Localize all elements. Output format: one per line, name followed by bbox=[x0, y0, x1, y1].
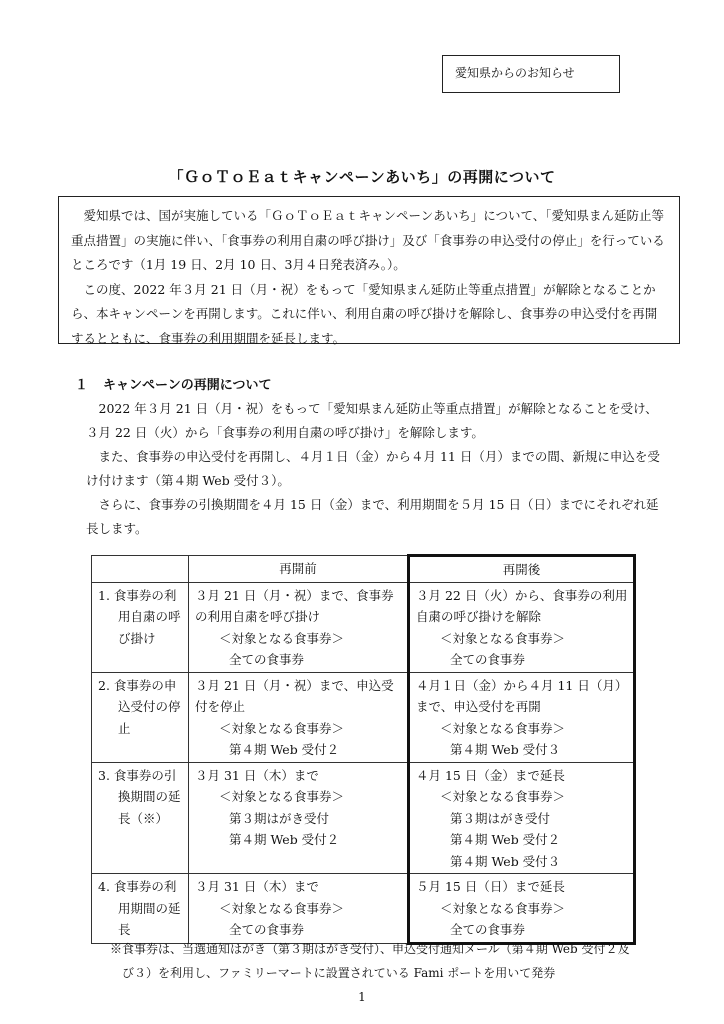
table-row bbox=[92, 762, 635, 874]
row-label: 1. 食事券の利用自粛の呼び掛け bbox=[92, 582, 189, 672]
row-label: 2. 食事券の申込受付の停止 bbox=[92, 672, 189, 762]
footnote bbox=[110, 937, 670, 985]
table-row bbox=[92, 672, 635, 762]
document-title: 「ＧｏＴｏＥａｔキャンペーンあいち」の再開について bbox=[168, 168, 556, 186]
summary-box bbox=[58, 196, 680, 344]
comparison-table bbox=[91, 554, 636, 945]
row-label: 4. 食事券の利用期間の延長 bbox=[92, 874, 189, 944]
section-number: １ bbox=[75, 378, 89, 393]
after-cell: ４月 15 日（金）まで延長 ＜対象となる食事券＞ 第３期はがき受付 第４期 Web 受付２ 第４期 Web 受付３ bbox=[409, 762, 635, 874]
footnote-line-2: び３）を利用し、ファミリーマートに設置されている Fami ポートを用いて発券 bbox=[122, 966, 556, 980]
notice-label: 愛知県からのお知らせ bbox=[455, 66, 575, 80]
notice-label-box bbox=[442, 55, 620, 93]
after-cell: ３月 22 日（火）から、食事券の利用自粛の呼び掛けを解除 ＜対象となる食事券＞ 全ての食事券 bbox=[409, 582, 635, 672]
before-cell: ３月 21 日（月・祝）まで、申込受付を停止 ＜対象となる食事券＞ 第４期 Web 受付２ bbox=[189, 672, 409, 762]
before-cell: ３月 31 日（木）まで ＜対象となる食事券＞ 第３期はがき受付 第４期 Web 受付２ bbox=[189, 762, 409, 874]
section-1-heading bbox=[75, 374, 271, 393]
body-paragraph: また、食事券の申込受付を再開し、４月１日（金）から４月 11 日（月）までの間、新規に申込を受け付けます（第４期 Web 受付３）。 bbox=[86, 449, 660, 488]
section-title: キャンペーンの再開について bbox=[103, 378, 272, 393]
page-number: 1 bbox=[358, 990, 366, 1004]
header-before: 再開前 bbox=[189, 556, 409, 583]
table-header-row bbox=[92, 556, 635, 583]
section-1-body bbox=[86, 397, 666, 541]
after-cell: ５月 15 日（日）まで延長 ＜対象となる食事券＞ 全ての食事券 bbox=[409, 874, 635, 944]
summary-paragraph-2: この度、2022 年３月 21 日（月・祝）をもって「愛知県まん延防止等重点措置」が解除となることから、本キャンペーンを再開します。これに伴い、利用自粛の呼び掛けを解除し、食事券の申込受付を再開するとともに、食事券の利用期間を延長します。 bbox=[71, 281, 658, 346]
footnote-line-1: ※食事券は、当選通知はがき（第３期はがき受付）、申込受付通知メール（第４期 Web 受付２及 bbox=[110, 942, 630, 956]
table-row bbox=[92, 582, 635, 672]
body-paragraph: 2022 年３月 21 日（月・祝）をもって「愛知県まん延防止等重点措置」が解除となることを受け、３月 22 日（火）から「食事券の利用自粛の呼び掛け」を解除します。 bbox=[86, 401, 658, 440]
after-cell: ４月１日（金）から４月 11 日（月）まで、申込受付を再開 ＜対象となる食事券＞ 第４期 Web 受付３ bbox=[409, 672, 635, 762]
header-empty bbox=[92, 556, 189, 583]
body-paragraph: さらに、食事券の引換期間を４月 15 日（金）まで、利用期間を５月 15 日（日）までにそれぞれ延長します。 bbox=[86, 497, 659, 536]
row-label: 3. 食事券の引換期間の延長（※） bbox=[92, 762, 189, 874]
table-row bbox=[92, 874, 635, 944]
header-after: 再開後 bbox=[409, 556, 635, 583]
summary-paragraph-1: 愛知県では、国が実施している「ＧｏＴｏＥａｔキャンペーンあいち」について、「愛知県まん延防止等重点措置」の実施に伴い、「食事券の利用自粛の呼び掛け」及び「食事券の申込受付の停止」を行っているところです（1月 19 日、2月 10 日、3月４日発表済み。）。 bbox=[71, 208, 665, 272]
before-cell: ３月 31 日（木）まで ＜対象となる食事券＞ 全ての食事券 bbox=[189, 874, 409, 944]
before-cell: ３月 21 日（月・祝）まで、食事券の利用自粛を呼び掛け ＜対象となる食事券＞ 全ての食事券 bbox=[189, 582, 409, 672]
